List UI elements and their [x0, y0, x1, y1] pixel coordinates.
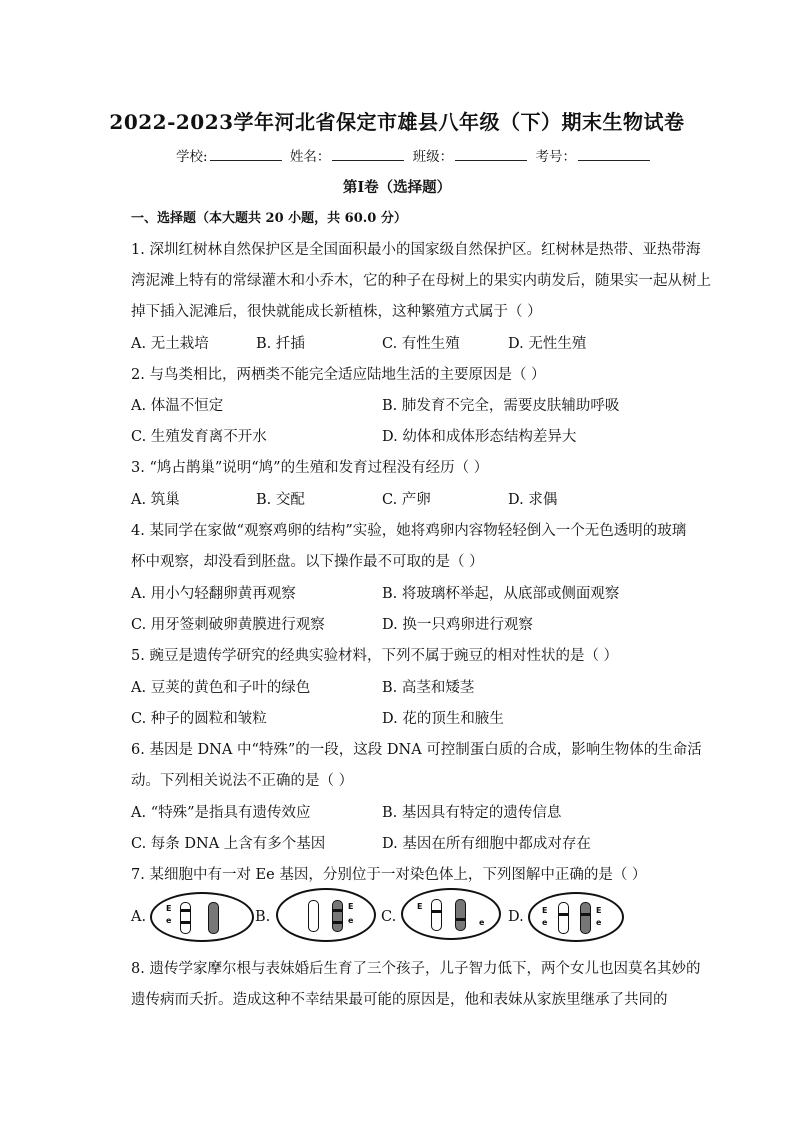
question-6-line-1: 6. 基因是 DNA 中“特殊”的一段，这段 DNA 可控制蛋白质的合成，影响生物体的生命活: [131, 742, 702, 758]
question-4-option-c[interactable]: C. 用牙签刺破卵黄膜进行观察: [131, 617, 325, 633]
question-1-line-3: 掉下插入泥滩后，很快就能成长新植株，这种繁殖方式属于（ ）: [131, 304, 542, 320]
section-title: 第Ⅰ卷（选择题）: [342, 179, 452, 196]
question-7-option-c[interactable]: C.: [381, 909, 397, 925]
chromosome: [308, 900, 319, 932]
question-1-option-a[interactable]: A. 无土栽培: [131, 336, 209, 352]
chromosome: [455, 899, 466, 931]
question-5-option-b[interactable]: B. 高茎和矮茎: [382, 680, 475, 696]
class-blank[interactable]: [455, 148, 527, 161]
question-2-option-c[interactable]: C. 生殖发育离不开水: [131, 429, 267, 445]
cell-diagram-b[interactable]: [276, 888, 376, 942]
question-6-option-a[interactable]: A. “特殊”是指具有遗传效应: [131, 805, 311, 821]
question-2-line-1: 2. 与鸟类相比，两栖类不能完全适应陆地生活的主要原因是（ ）: [131, 367, 546, 383]
question-6-line-2: 动。下列相关说法不正确的是（ ）: [131, 773, 354, 789]
gene-label-E: E: [348, 902, 354, 911]
cell-diagram-d[interactable]: [528, 892, 624, 942]
gene-label-e: e: [542, 918, 548, 927]
gene-label-E: E: [596, 906, 602, 915]
chromosome: [208, 902, 219, 934]
question-3-option-c[interactable]: C. 产卵: [382, 492, 431, 508]
question-7-option-b[interactable]: B.: [255, 909, 271, 925]
gene-label-E: E: [166, 904, 172, 913]
question-3-option-a[interactable]: A. 筑巢: [131, 492, 180, 508]
question-7-line-1: 7. 某细胞中有一对 Ee 基因，分别位于一对染色体上，下列图解中正确的是（ ）: [131, 867, 647, 883]
question-7-option-a[interactable]: A.: [131, 909, 147, 925]
gene-label-e: e: [596, 918, 602, 927]
chromosome: [180, 902, 191, 934]
school-blank[interactable]: [210, 148, 282, 161]
exam-no-blank[interactable]: [578, 148, 650, 161]
question-4-option-d[interactable]: D. 换一只鸡卵进行观察: [382, 617, 533, 633]
gene-label-e: e: [348, 916, 354, 925]
question-4-line-2: 杯中观察，却没看到胚盘。以下操作最不可取的是（ ）: [131, 554, 484, 570]
question-1-line-2: 湾泥滩上特有的常绿灌木和小乔木，它的种子在母树上的果实内萌发后，随果实一起从树上: [131, 273, 711, 289]
question-6-option-d[interactable]: D. 基因在所有细胞中都成对存在: [382, 836, 591, 852]
class-label: 班级：: [412, 149, 454, 165]
part-title: 一、选择题（本大题共 20 小题，共 60.0 分）: [131, 211, 407, 226]
question-5-option-a[interactable]: A. 豆荚的黄色和子叶的绿色: [131, 680, 311, 696]
question-5-option-c[interactable]: C. 种子的圆粒和皱粒: [131, 711, 267, 727]
question-4-line-1: 4. 某同学在家做“观察鸡卵的结构”实验，她将鸡卵内容物轻轻倒入一个无色透明的玻璃: [131, 523, 687, 539]
cell-diagram-a[interactable]: [150, 892, 254, 942]
question-1-line-1: 1. 深圳红树林自然保护区是全国面积最小的国家级自然保护区。红树林是热带、亚热带海: [131, 242, 701, 258]
question-1-option-c[interactable]: C. 有性生殖: [382, 336, 460, 352]
question-8-line-2: 遗传病而夭折。造成这种不幸结果最可能的原因是，他和表妹从家族里继承了共同的: [131, 992, 668, 1008]
chromosome: [431, 899, 442, 931]
question-8-line-1: 8. 遗传学家摩尔根与表妹婚后生育了三个孩子，儿子智力低下，两个女儿也因莫名其妙的: [131, 961, 701, 977]
chromosome: [558, 902, 569, 934]
question-1-option-b[interactable]: B. 扦插: [256, 336, 305, 352]
question-3-option-d[interactable]: D. 求偶: [508, 492, 558, 508]
question-4-option-a[interactable]: A. 用小勺轻翻卵黄再观察: [131, 586, 296, 602]
gene-label-e: e: [479, 918, 485, 927]
question-5-option-d[interactable]: D. 花的顶生和腋生: [382, 711, 504, 727]
gene-label-E: E: [417, 902, 423, 911]
name-blank[interactable]: [332, 148, 404, 161]
chromosome: [332, 900, 343, 932]
chromosome: [580, 902, 591, 934]
student-info-row: [176, 145, 656, 165]
question-4-option-b[interactable]: B. 将玻璃杯举起，从底部或侧面观察: [382, 586, 620, 602]
gene-label-E: E: [542, 906, 548, 915]
question-6-option-b[interactable]: B. 基因具有特定的遗传信息: [382, 805, 562, 821]
name-label: 姓名：: [289, 149, 331, 165]
school-label: 学校:: [176, 149, 208, 165]
question-3-line-1: 3. “鸠占鹊巢”说明“鸠”的生殖和发育过程没有经历（ ）: [131, 460, 489, 476]
question-7-option-d[interactable]: D.: [508, 909, 524, 925]
question-1-option-d[interactable]: D. 无性生殖: [508, 336, 587, 352]
gene-label-e: e: [166, 916, 172, 925]
page-title: 2022-2023学年河北省保定市雄县八年级（下）期末生物试卷: [109, 110, 685, 134]
cell-diagram-c[interactable]: [401, 888, 501, 940]
question-2-option-a[interactable]: A. 体温不恒定: [131, 398, 224, 414]
question-6-option-c[interactable]: C. 每条 DNA 上含有多个基因: [131, 836, 326, 852]
exam-no-label: 考号：: [535, 149, 576, 165]
question-2-option-b[interactable]: B. 肺发育不完全，需要皮肤辅助呼吸: [382, 398, 620, 414]
question-5-line-1: 5. 豌豆是遗传学研究的经典实验材料，下列不属于豌豆的相对性状的是（ ）: [131, 648, 619, 664]
question-3-option-b[interactable]: B. 交配: [256, 492, 305, 508]
question-2-option-d[interactable]: D. 幼体和成体形态结构差异大: [382, 429, 577, 445]
